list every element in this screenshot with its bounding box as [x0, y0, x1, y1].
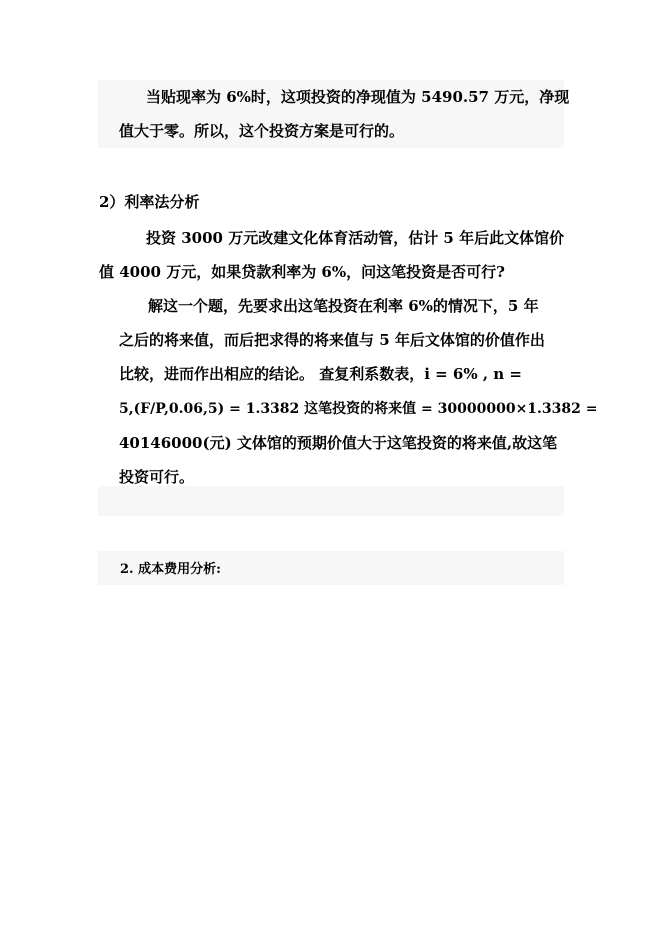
- npv-text-line-2: 值大于零。所以，这个投资方案是可行的。: [119, 122, 405, 140]
- solution-text-line-4: 5,(F/P,0.06,5) = 1.3382 这笔投资的将来值 = 30000000×1.3382 =: [119, 401, 598, 417]
- problem-text-line-2: 值 4000 万元，如果贷款利率为 6%，问这笔投资是否可行?: [99, 263, 505, 281]
- shade-block-2: [98, 486, 564, 516]
- problem-text-line-1: 投资 3000 万元改建文化体育活动管，估计 5 年后此文体馆价: [146, 229, 565, 247]
- npv-text-line-1: 当贴现率为 6%时，这项投资的净现值为 5490.57 万元，净现: [146, 88, 570, 106]
- solution-text-line-5: 40146000(元) 文体馆的预期价值大于这笔投资的将来值,故这笔: [119, 434, 558, 452]
- solution-text-line-6: 投资可行。: [119, 468, 195, 486]
- solution-text-line-1: 解这一个题，先要求出这笔投资在利率 6%的情况下，5 年: [148, 297, 539, 315]
- solution-text-line-3: 比较，进而作出相应的结论。 查复利系数表，i = 6% , n =: [119, 365, 522, 383]
- cost-analysis-heading: 2. 成本费用分析:: [120, 562, 221, 577]
- interest-method-heading: 2）利率法分析: [99, 193, 200, 211]
- solution-text-line-2: 之后的将来值，而后把求得的将来值与 5 年后文体馆的价值作出: [119, 331, 545, 349]
